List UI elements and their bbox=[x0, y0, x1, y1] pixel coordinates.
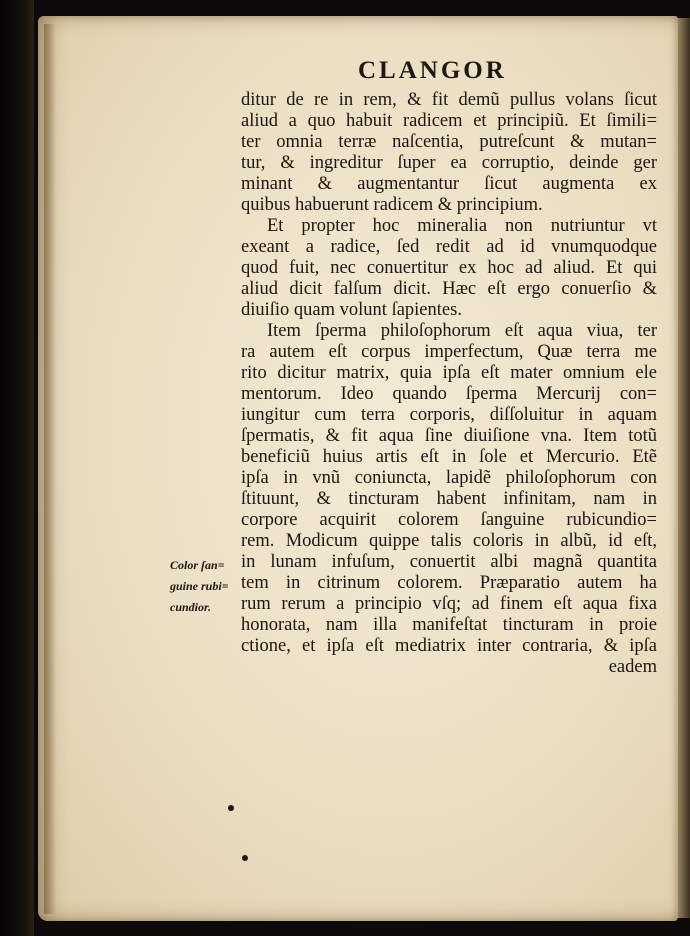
text-line: Item ſperma philoſophorum eſt aqua viua, ter bbox=[267, 321, 657, 341]
text-line: ipſa in vnũ coniuncta, lapidẽ philoſophorum con bbox=[241, 468, 657, 488]
body-text bbox=[241, 90, 657, 678]
text-line: ſtituunt, & tincturam habent infinitam, nam in bbox=[241, 489, 657, 509]
catchword: eadem bbox=[608, 657, 657, 677]
text-line: exeant a radice, ſed redit ad id vnumquodque bbox=[241, 237, 657, 257]
text-line: corpore acquirit colorem ſanguine rubicundio= bbox=[241, 510, 657, 530]
text-line: mentorum. Ideo quando ſperma Mercurij con= bbox=[241, 384, 657, 404]
running-head: CLANGOR bbox=[358, 57, 507, 84]
text-line: quod fuit, nec conuertitur ex hoc ad aliud. Et qui bbox=[241, 258, 657, 278]
text-line: tem in citrinum colorem. Præparatio autem ha bbox=[241, 573, 657, 593]
text-line: minant & augmentantur ſicut augmenta ex bbox=[241, 174, 657, 194]
text-line: iungitur cum terra corporis, diſſoluitur in aquam bbox=[241, 405, 657, 425]
text-line: beneficiũ huius artis eſt in ſole et Mercurio. Etẽ bbox=[241, 447, 657, 467]
margin-note-line: guine rubi= bbox=[170, 579, 229, 593]
ink-spot bbox=[228, 805, 234, 811]
text-line: quibus habuerunt radicem & principium. bbox=[241, 195, 543, 215]
margin-note-line: Color ſan= bbox=[170, 558, 225, 572]
text-line: aliud dicit falſum dicit. Hæc eſt ergo conuerſio & bbox=[241, 279, 657, 299]
text-line: in lunam infuſum, conuertit albi magnã quantita bbox=[241, 552, 657, 572]
text-line: ra autem eſt corpus imperfectum, Quæ terra me bbox=[241, 342, 657, 362]
text-line: tur, & ingreditur ſuper ea corruptio, deinde ger bbox=[241, 153, 657, 173]
text-line: ditur de re in rem, & fit demũ pullus volans ſicut bbox=[241, 90, 657, 110]
text-line: diuiſio quam volunt ſapientes. bbox=[241, 300, 462, 320]
text-line: rem. Modicum quippe talis coloris in albũ, id eſt, bbox=[241, 531, 657, 551]
text-line: ſpermatis, & fit aqua ſine diuiſione vna. Item totũ bbox=[241, 426, 657, 446]
text-line: ter omnia terræ naſcentia, putreſcunt & mutan= bbox=[241, 132, 657, 152]
page-gutter-shadow bbox=[44, 24, 56, 914]
text-line: ctione, et ipſa eſt mediatrix inter contraria, & ipſa bbox=[241, 636, 657, 656]
ink-spot bbox=[242, 855, 248, 861]
margin-note bbox=[170, 555, 240, 618]
text-line: rum rerum a principio vſq; ad finem eſt aqua fixa bbox=[241, 594, 657, 614]
text-line: honorata, nam illa manifeſtat tincturam in proie bbox=[241, 615, 657, 635]
text-line: Et propter hoc mineralia non nutriuntur vt bbox=[267, 216, 657, 236]
margin-note-line: cundior. bbox=[170, 600, 212, 614]
text-line: rito dicitur matrix, quia ipſa eſt mater omnium ele bbox=[241, 363, 657, 383]
book-binding-shadow bbox=[0, 0, 34, 936]
text-line: aliud a quo habuit radicem et principiũ. Et ſimili= bbox=[241, 111, 657, 131]
